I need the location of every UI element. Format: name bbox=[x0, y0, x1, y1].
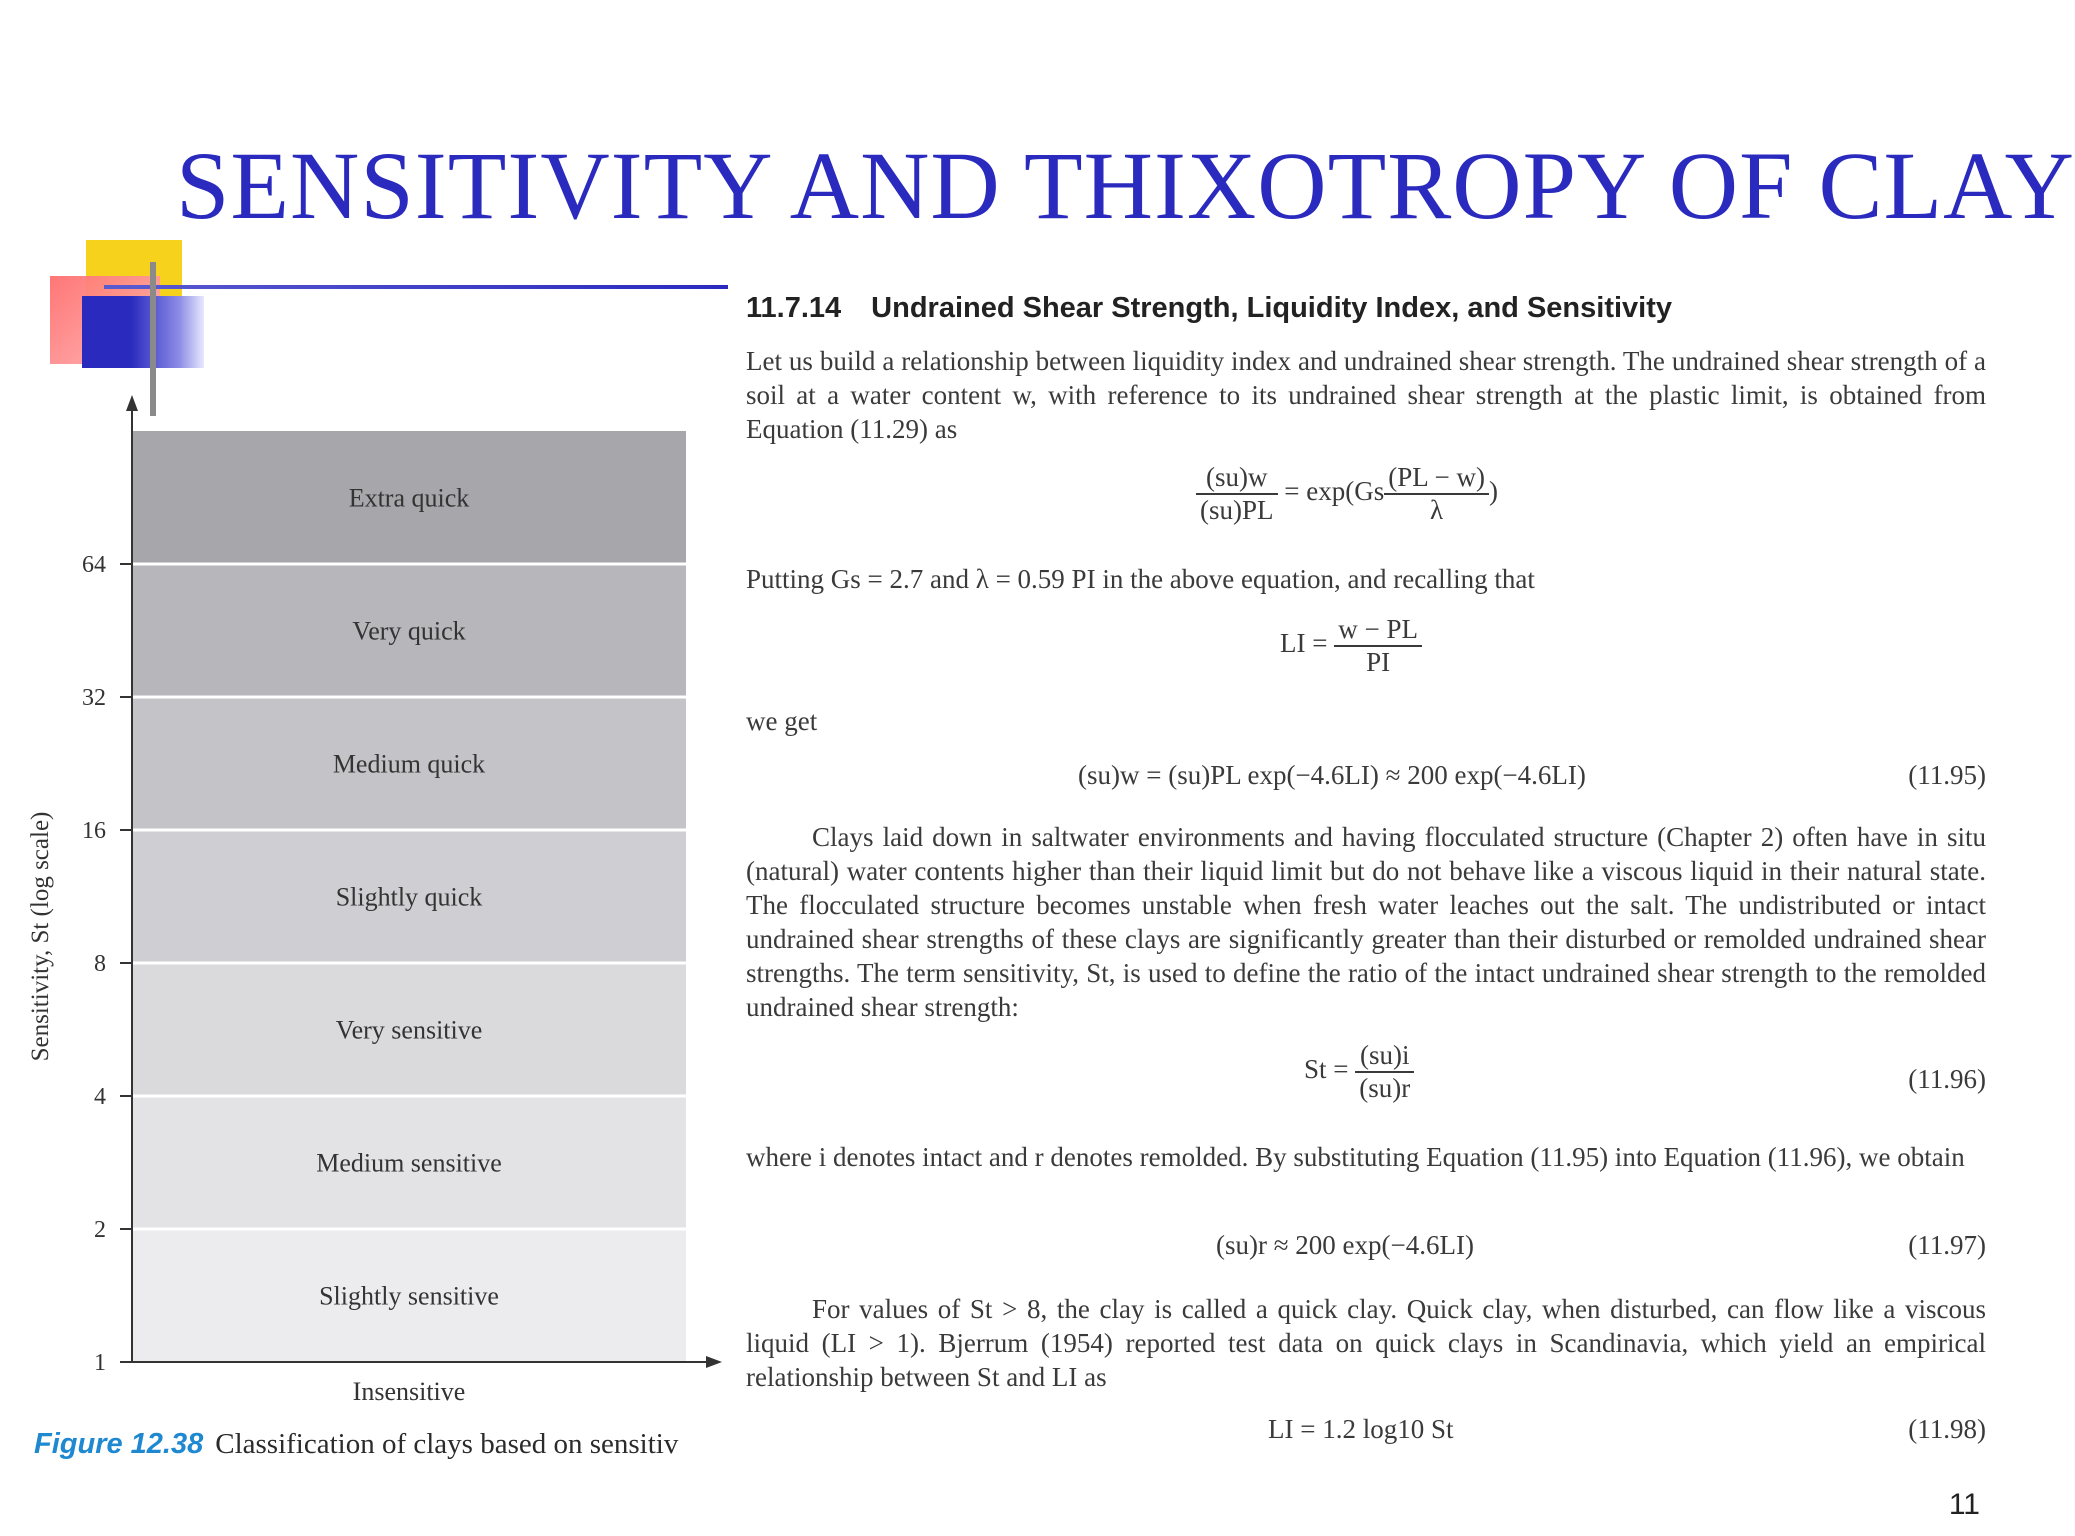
band-label: Medium sensitive bbox=[316, 1148, 502, 1178]
paragraph-3: we get bbox=[746, 706, 818, 736]
equation-5: (su)r ≈ 200 exp(−4.6LI) bbox=[1216, 1230, 1474, 1260]
eq4-numerator: (su)i bbox=[1355, 1040, 1414, 1073]
section-number: 11.7.14 bbox=[746, 292, 842, 324]
band-label: Slightly sensitive bbox=[319, 1281, 499, 1311]
section-title: Undrained Shear Strength, Liquidity Index, and Sensitivity bbox=[871, 292, 1672, 324]
eq1-close: ) bbox=[1488, 476, 1498, 507]
y-tick-label: 8 bbox=[94, 951, 106, 977]
eq1-denominator: (su)PL bbox=[1200, 495, 1274, 525]
equation-3-number: (11.95) bbox=[1908, 760, 1986, 790]
equation-6: LI = 1.2 log10 St bbox=[1268, 1414, 1454, 1444]
eq1-rhs-fraction bbox=[1384, 462, 1489, 526]
eq1-rhs-denominator: λ bbox=[1430, 495, 1444, 525]
eq2-lhs: LI = bbox=[1280, 628, 1328, 659]
y-tick-label: 32 bbox=[82, 685, 106, 711]
band-label: Very quick bbox=[352, 616, 466, 646]
paragraph-1: Let us build a relationship between liquidity index and undrained shear strength. The undrained shear strength of a soil at a water content w, with reference to its undrained shear strength at the plastic limit, is obtained from Equation (11.29) as bbox=[746, 346, 1986, 444]
decor-blue-bar bbox=[82, 296, 204, 368]
equation-2 bbox=[1280, 614, 1422, 678]
equation-1 bbox=[1196, 462, 1498, 526]
band-label: Very sensitive bbox=[335, 1015, 483, 1045]
y-axis-label: Sensitivity, St (log scale) bbox=[27, 811, 54, 1062]
slide-title: SENSITIVITY AND THIXOTROPY OF CLAY bbox=[176, 132, 2075, 239]
figure-label: Figure 12.38 bbox=[34, 1428, 204, 1460]
sensitivity-classification-chart bbox=[27, 420, 730, 1420]
decor-vertical-line bbox=[150, 262, 156, 416]
band-label: Extra quick bbox=[348, 483, 470, 513]
paragraph-4: Clays laid down in saltwater environments and having flocculated structure (Chapter 2) often have in situ (natural) water contents higher than their liquid limit but do not behave like a viscous liquid in their natural state. The flocculated structure becomes unstable when fresh water leaches out the salt. The undistributed or intact undrained shear strengths of these clays are significantly greater than their disturbed or remolded undrained shear strengths. The term sensitivity, St, is used to define the ratio of the intact undrained shear strength to the remolded undrained shear strength: bbox=[746, 822, 1986, 1022]
y-tick-label: 16 bbox=[82, 818, 106, 844]
page-number: 11 bbox=[1948, 1488, 1980, 1521]
eq1-rhs: = exp(Gs bbox=[1284, 476, 1385, 507]
paragraph-5: where i denotes intact and r denotes remolded. By substituting Equation (11.95) into Equation (11.96), we obtain bbox=[746, 1142, 1965, 1172]
decor-title-underline bbox=[104, 285, 728, 289]
eq4-lhs: St = bbox=[1304, 1054, 1349, 1085]
x-axis-arrow bbox=[706, 1356, 722, 1368]
section-heading bbox=[746, 292, 1672, 325]
eq4-fraction bbox=[1355, 1040, 1414, 1104]
eq2-denominator: PI bbox=[1366, 647, 1391, 677]
equation-4 bbox=[1304, 1040, 1414, 1104]
eq4-denominator: (su)r bbox=[1359, 1073, 1411, 1103]
y-tick-label: 64 bbox=[82, 552, 106, 578]
paragraph-2: Putting Gs = 2.7 and λ = 0.59 PI in the above equation, and recalling that bbox=[746, 564, 1535, 594]
equation-4-number: (11.96) bbox=[1908, 1064, 1986, 1094]
band-label: Slightly quick bbox=[335, 882, 483, 912]
band-label: Medium quick bbox=[332, 749, 486, 779]
equation-5-number: (11.97) bbox=[1908, 1230, 1986, 1260]
y-axis-arrow bbox=[126, 395, 138, 411]
bottom-label: Insensitive bbox=[352, 1377, 466, 1406]
figure-caption bbox=[34, 1428, 678, 1461]
y-tick-label: 1 bbox=[94, 1350, 106, 1376]
eq1-numerator: (su)w bbox=[1196, 462, 1278, 495]
y-tick-label: 2 bbox=[94, 1217, 106, 1243]
paragraph-6: For values of St > 8, the clay is called a quick clay. Quick clay, when disturbed, can flow like a viscous liquid (LI > 1). Bjerrum (1954) reported test data on quick clays in Scandinavia, which yield an empirical relationship between St and LI as bbox=[746, 1294, 1986, 1392]
eq2-fraction bbox=[1334, 614, 1422, 678]
eq2-numerator: w − PL bbox=[1334, 614, 1422, 647]
equation-3: (su)w = (su)PL exp(−4.6LI) ≈ 200 exp(−4.6LI) bbox=[1078, 760, 1586, 790]
figure-caption-text: Classification of clays based on sensitiv bbox=[215, 1428, 679, 1460]
chart-svg bbox=[27, 420, 730, 1420]
eq1-fraction bbox=[1196, 462, 1278, 526]
eq1-rhs-numerator: (PL − w) bbox=[1384, 462, 1489, 495]
y-tick-label: 4 bbox=[94, 1084, 106, 1110]
equation-6-number: (11.98) bbox=[1908, 1414, 1986, 1444]
